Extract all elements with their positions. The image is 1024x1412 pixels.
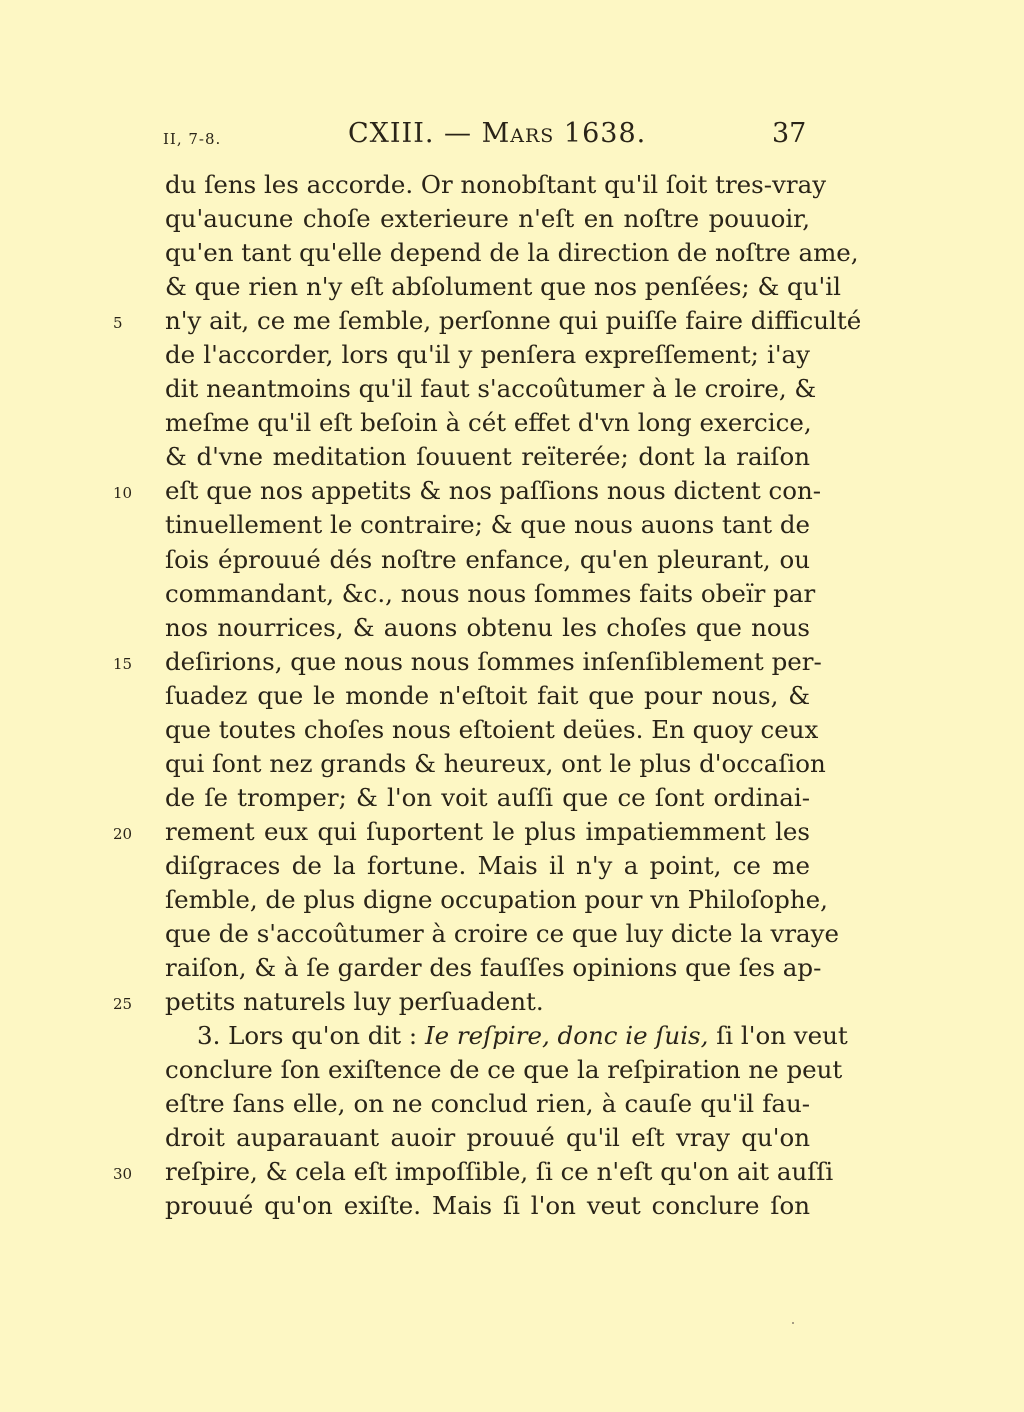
line-text: & que rien n'y eſt abſolument que nos penſées; & qu'il	[165, 272, 841, 302]
line-text: petits naturels luy perſuadent.	[165, 987, 544, 1017]
line-text: commandant, &c., nous nous ſommes faits obeïr par	[165, 578, 816, 608]
text-line	[165, 611, 810, 645]
text-line	[165, 917, 839, 951]
volume-reference: II, 7-8.	[163, 130, 222, 148]
line-text: ſemble, de plus digne occupation pour vn Philoſophe,	[165, 884, 828, 914]
text-line	[165, 1087, 810, 1121]
letter-year: 1638.	[554, 118, 647, 149]
line-text: & d'vne meditation ſouuent reïterée; dont la raiſon	[165, 442, 810, 472]
text-line	[165, 679, 810, 713]
line-text: du ſens les accorde. Or nonobſtant qu'il ſoit tres-vray	[165, 170, 827, 199]
text-line	[165, 951, 822, 985]
text-line	[113, 645, 822, 679]
line-text: deſirions, que nous nous ſommes inſenſiblement per-	[165, 646, 822, 676]
text-line	[165, 270, 841, 304]
text-line	[165, 202, 810, 236]
text-line	[165, 849, 810, 883]
text-line	[165, 543, 810, 577]
text-line	[165, 781, 810, 815]
line-text: de l'accorder, lors qu'il y penſera expreſſement; i'ay	[165, 340, 810, 370]
text-line	[165, 440, 810, 474]
text-line	[165, 577, 816, 611]
text-line	[113, 304, 862, 338]
line-number: 10	[113, 484, 133, 503]
line-text: rement eux qui ſuportent le plus impatiemment les	[165, 816, 810, 846]
italic-quote: Ie reſpire, donc ie ſuis,	[424, 1021, 709, 1051]
line-text: prouué qu'on exiſte. Mais ſi l'on veut conclure ſon	[165, 1191, 810, 1221]
page-number: 37	[772, 118, 807, 149]
text-line	[165, 1121, 810, 1155]
paragraph-3-first-line	[165, 1019, 848, 1053]
line-text: eſtre ſans elle, on ne conclud rien, à cauſe qu'il fau-	[165, 1089, 810, 1119]
text-line	[165, 372, 817, 406]
line-text: 3. Lors qu'on dit :	[197, 1021, 425, 1051]
text-line	[165, 883, 828, 917]
line-number: 20	[113, 824, 133, 843]
line-text: conclure ſon exiſtence de ce que la reſpiration ne peut	[165, 1055, 843, 1085]
line-text: reſpire, & cela eſt impoſſible, ſi ce n'eſt qu'on ait auſſi	[165, 1157, 834, 1187]
line-text: qu'aucune choſe exterieure n'eſt en noſtre pouuoir,	[165, 204, 810, 234]
running-header	[0, 118, 1024, 158]
letter-title	[348, 118, 646, 149]
line-text: raiſon, & à ſe garder des fauſſes opinions que ſes ap-	[165, 953, 822, 983]
text-line	[165, 168, 827, 202]
paper-speck	[792, 1322, 794, 1324]
line-text: meſme qu'il eſt beſoin à cét effet d'vn long exercice,	[165, 408, 812, 438]
text-line	[165, 508, 810, 542]
line-text: nos nourrices, & auons obtenu les choſes que nous	[165, 612, 810, 642]
line-text: ſi l'on veut	[708, 1021, 848, 1051]
line-number: 30	[113, 1165, 133, 1184]
text-line	[113, 1155, 834, 1189]
text-line	[165, 236, 859, 270]
line-text: que toutes choſes nous eſtoient deües. En quoy ceux	[165, 714, 819, 744]
line-text: tinuellement le contraire; & que nous auons tant de	[165, 510, 811, 540]
text-line	[165, 747, 826, 781]
text-line	[113, 815, 810, 849]
line-number: 5	[113, 314, 123, 333]
line-text: diſgraces de la fortune. Mais il n'y a point, ce me	[165, 850, 810, 880]
line-text: droit auparauant auoir prouué qu'il eſt vray qu'on	[165, 1123, 810, 1153]
line-number: 15	[113, 654, 133, 673]
line-text: qu'en tant qu'elle depend de la direction de noſtre ame,	[165, 238, 859, 268]
line-text: que de s'accoûtumer à croire ce que luy dicte la vraye	[165, 919, 839, 949]
letter-number: CXIII. —	[348, 118, 482, 149]
text-line	[165, 406, 810, 440]
letter-month: Mars	[481, 118, 555, 149]
line-text: eſt que nos appetits & nos paſſions nous dictent con-	[165, 476, 822, 506]
body-text	[113, 168, 862, 1223]
text-line	[165, 713, 819, 747]
text-line	[165, 338, 810, 372]
line-text: ſuadez que le monde n'eſtoit fait que pour nous, &	[165, 680, 810, 710]
text-line	[113, 474, 822, 508]
text-line	[165, 1053, 843, 1087]
line-text: qui ſont nez grands & heureux, ont le plus d'occaſion	[165, 748, 826, 778]
line-text: de ſe tromper; & l'on voit auſſi que ce ſont ordinai-	[165, 782, 810, 812]
line-text: n'y ait, ce me ſemble, perſonne qui puiſſe faire difficulté	[165, 306, 862, 336]
text-line	[165, 1189, 810, 1223]
line-number: 25	[113, 995, 133, 1014]
line-text: dit neantmoins qu'il faut s'accoûtumer à le croire, &	[165, 374, 817, 404]
line-text: ſois éprouué dés noſtre enfance, qu'en pleurant, ou	[165, 544, 810, 574]
text-line	[113, 985, 810, 1019]
